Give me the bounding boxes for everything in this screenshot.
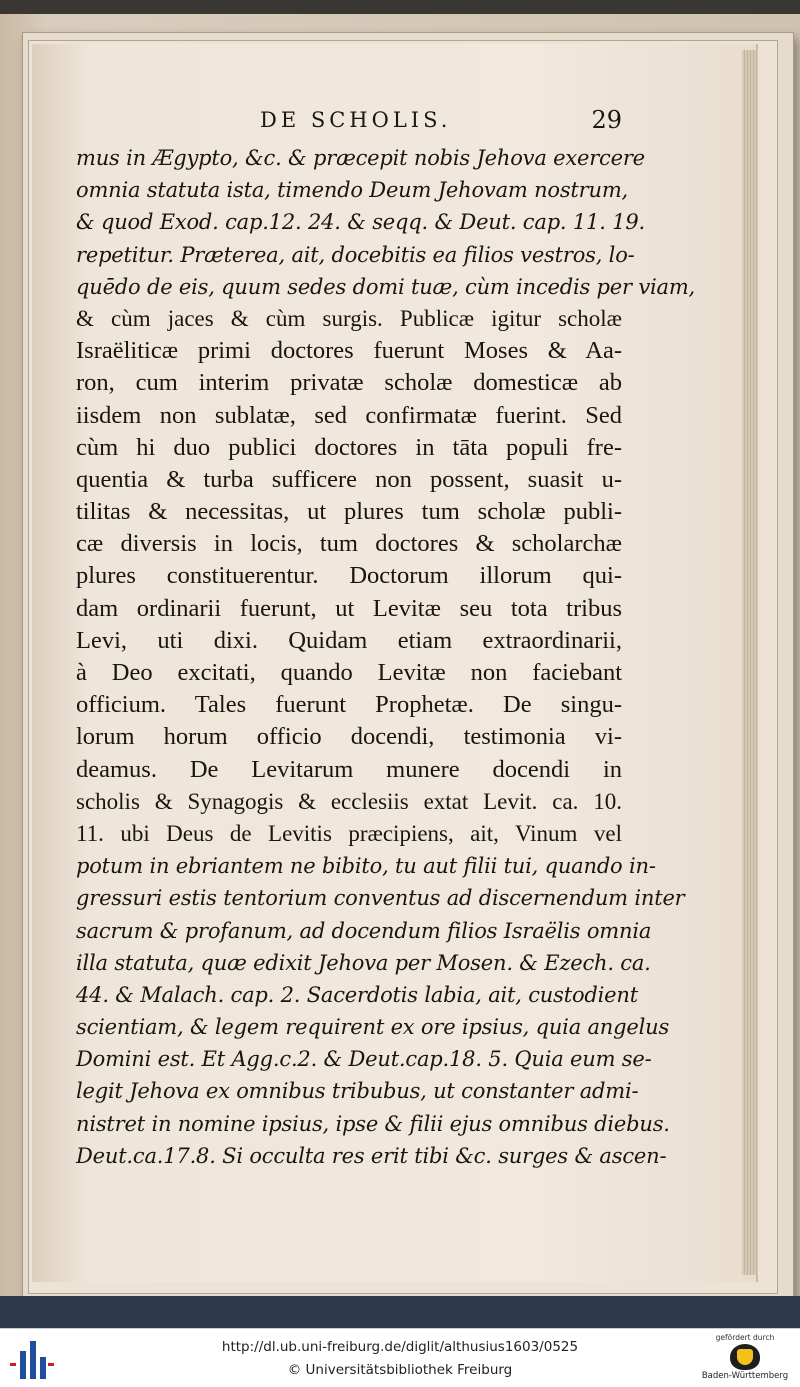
text-line: Levi, uti dixi. Quidam etiam extraordinarii, [76,626,622,654]
text-line: quēdo de eis, quum sedes domi tuæ, cùm incedis per viam, [76,274,696,299]
text-line: à Deo excitati, quando Levitæ non faciebant [76,659,622,686]
text-line: iisdem non sublatæ, sed confirmatæ fuerint. Sed [76,401,622,429]
bottom-binding [0,1296,800,1328]
text-line: tilitas & necessitas, ut plures tum scholæ publi- [76,498,622,526]
sponsor-name: Baden-Württemberg [701,1371,789,1381]
text-line: omnia statuta ista, timendo Deum Jehovam nostrum, [76,178,629,203]
sponsor-label: gefördert durch [715,1333,775,1342]
page-header [70,108,630,138]
page-edge [742,50,758,1275]
text-line: 11. ubi Deus de Levitis præcipiens, ait, Vinum vel [76,820,622,846]
text-line: 44. & Malach. cap. 2. Sacerdotis labia, ait, custodient [76,982,638,1007]
text-line: & cùm jaces & cùm surgis. Publicæ igitur scholæ [76,305,622,331]
running-head: DE SCHOLIS. [260,108,452,132]
text-line: nistret in nomine ipsius, ipse & filii ejus omnibus diebus. [76,1111,670,1136]
text-line: potum in ebriantem ne bibito, tu aut filii tui, quando in- [76,854,656,879]
text-line: & quod Exod. cap.12. 24. & seqq. & Deut. cap. 11. 19. [76,210,645,235]
text-line: lorum horum officio docendi, testimonia vi- [76,723,622,751]
body-text [76,142,696,1172]
text-line: illa statuta, quæ edixit Jehova per Mosen. & Ezech. ca. [76,950,651,975]
footer-copyright: © Universitätsbibliothek Freiburg [287,1362,513,1378]
baden-wuerttemberg-crest-icon [730,1344,760,1370]
text-line: mus in Ægypto, &c. & præcepit nobis Jehova exercere [76,146,645,170]
text-line: scientiam, & legem requirent ex ore ipsius, quia angelus [76,1015,670,1040]
text-line: Domini est. Et Agg.c.2. & Deut.cap.18. 5. Quia eum se- [76,1047,652,1072]
text-line: cùm hi duo publici doctores in tāta populi fre- [76,433,622,461]
footer-url-link[interactable]: http://dl.ub.uni-freiburg.de/diglit/althusius1603/0525 [221,1339,579,1355]
text-line: ron, cum interim privatæ scholæ domesticæ ab [76,369,622,397]
text-line: gressuri estis tentorium conventus ad discernendum inter [76,886,685,911]
text-line: cæ diversis in locis, tum doctores & scholarchæ [76,530,622,558]
sponsor-block[interactable] [700,1333,790,1385]
text-line: officium. Tales fuerunt Prophetæ. De singu- [76,691,622,719]
text-line: plures constituerentur. Doctorum illorum qui- [76,562,622,590]
text-line: scholis & Synagogis & ecclesiis extat Levit. ca. 10. [76,788,622,814]
text-line: legit Jehova ex omnibus tribubus, ut constanter admi- [76,1079,639,1104]
text-line: Israëliticæ primi doctores fuerunt Moses & Aa- [76,337,622,365]
text-line: dam ordinarii fuerunt, ut Levitæ seu tota tribus [76,594,622,622]
text-line: repetitur. Præterea, ait, docebitis ea filios vestros, lo- [76,242,635,267]
footer-bar [0,1328,800,1387]
text-line: deamus. De Levitarum munere docendi in [76,755,622,783]
text-line: Deut.ca.17.8. Si occulta res erit tibi &c. surges & ascen- [76,1143,667,1168]
text-line: quentia & turba sufficere non possent, suasit u- [76,465,622,493]
text-line: sacrum & profanum, ad docendum filios Israëlis omnia [76,918,652,943]
page-number: 29 [591,106,622,134]
